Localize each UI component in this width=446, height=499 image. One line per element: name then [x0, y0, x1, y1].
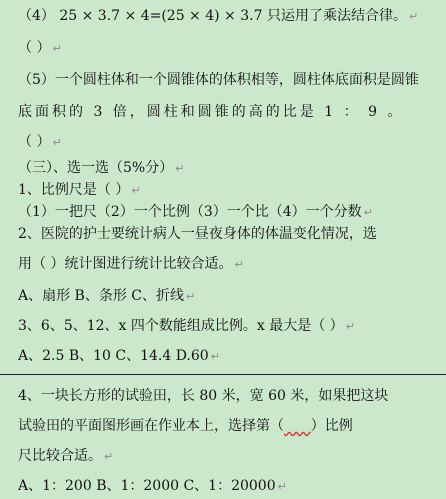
paragraph-mark-icon: ↵: [277, 480, 287, 493]
paragraph-mark-icon: ↵: [210, 350, 220, 363]
paragraph-mark-icon: ↵: [363, 206, 373, 219]
text: 底面积的 3 倍，圆柱和圆锥的高的比是 1 ： 9 。: [18, 104, 405, 120]
text: （三）、选一选（5%分）: [18, 160, 174, 176]
paragraph-mark-icon: ↵: [408, 10, 419, 23]
mc-options-2: [18, 284, 446, 308]
text: （1）一把尺（2）一个比例（3）一个比（4）一个分数: [18, 204, 362, 220]
paragraph-mark-icon: ↵: [52, 42, 62, 55]
text: 试验田的平面图形画在作业本上，选择第（: [18, 418, 284, 434]
text: 1、比例尺是（ ）: [18, 182, 130, 198]
text: （ ）: [18, 40, 51, 56]
text: 4、一块长方形的试验田，长 80 米，宽 60 米，如果把这块: [18, 388, 389, 404]
answer-blank-5: [18, 130, 446, 154]
spellcheck-underline: [284, 418, 311, 434]
question-5-line-2: [18, 100, 446, 124]
paragraph-mark-icon: ↵: [234, 258, 244, 271]
mc-options-1: [18, 200, 446, 224]
text: （ ）: [18, 134, 51, 150]
text: A、扇形 B、条形 C、折线: [18, 288, 185, 304]
section-heading: [18, 156, 446, 180]
text: 尺比较合适。: [18, 448, 102, 464]
mc-options-4: [18, 474, 446, 498]
question-4-line: [18, 4, 446, 28]
text: 用（ ）统计图进行统计比较合适。: [18, 256, 233, 272]
text: （5）一个圆柱体和一个圆锥体的体积相等，圆柱体底面积是圆锥: [18, 72, 419, 88]
paragraph-mark-icon: ↵: [186, 290, 196, 303]
mc-question-3: [18, 314, 446, 338]
paragraph-mark-icon: ↵: [52, 136, 62, 149]
mc-question-2-line-2: [18, 252, 446, 276]
mc-question-4-line-2: [18, 414, 446, 438]
text: 2、医院的护士要统计病人一昼夜身体的体温变化情况，选: [18, 226, 377, 242]
paragraph-mark-icon: ↵: [175, 162, 185, 175]
divider-line: [0, 374, 446, 375]
answer-blank-4: [18, 36, 446, 60]
text: A、1：200 B、1：2000 C、1：20000: [18, 478, 276, 494]
paragraph-mark-icon: ↵: [345, 320, 355, 333]
mc-question-4-line-3: [18, 444, 446, 468]
question-5-line-1: [18, 68, 446, 92]
mc-options-3: [18, 344, 446, 368]
text: A、2.5 B、10 C、14.4 D.60: [18, 348, 209, 364]
text: 3、6、5、12、x 四个数能组成比例。x 最大是（ ）: [18, 318, 344, 334]
mc-question-2-line-1: [18, 222, 446, 246]
paragraph-mark-icon: ↵: [104, 450, 114, 463]
text: （4） 25 × 3.7 × 4=(25 × 4) × 3.7 只运用了乘法结合律。: [18, 8, 407, 24]
paragraph-mark-icon: ↵: [131, 184, 141, 197]
text: ）比例: [310, 418, 353, 434]
mc-question-4-line-1: [18, 384, 446, 408]
mc-question-1: [18, 178, 446, 202]
